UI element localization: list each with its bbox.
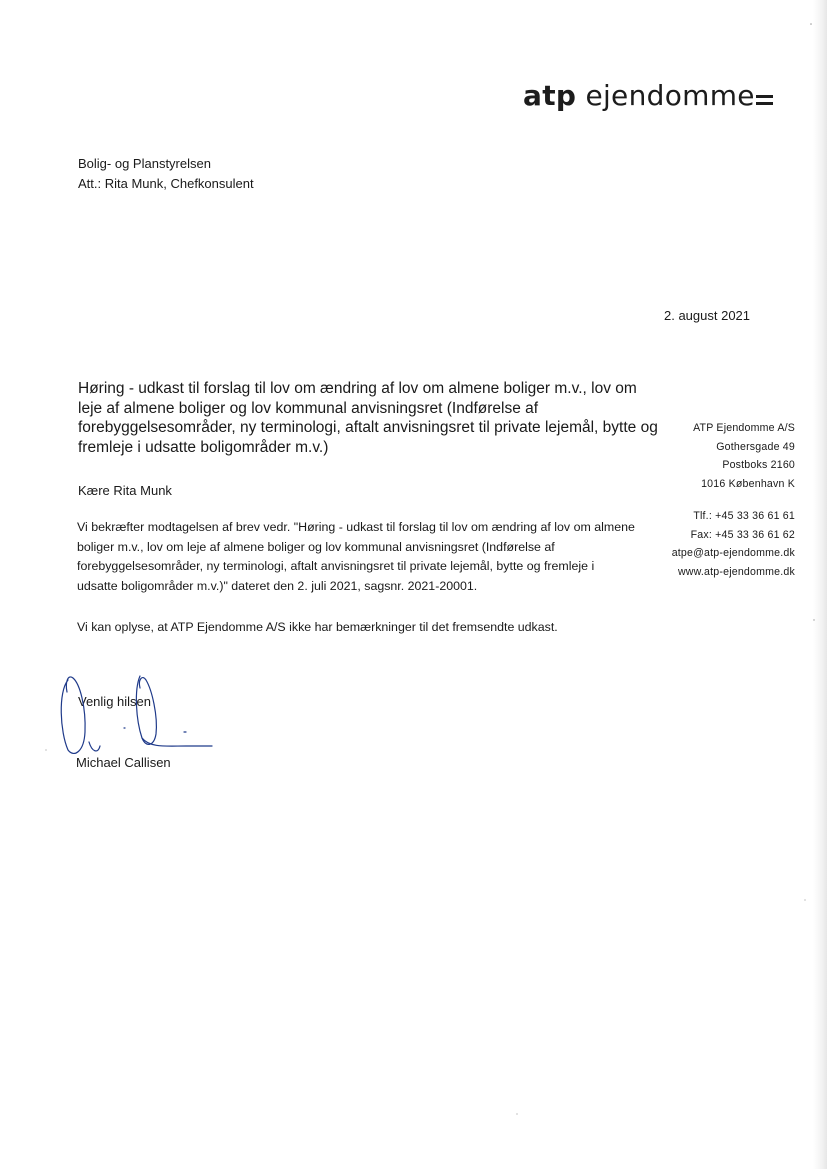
sender-fax: Fax: +45 33 36 61 62 [690,528,795,541]
body-paragraph-1: Vi bekræfter modtagelsen af brev vedr. "Høring - udkast til forslag til lov om ændring af lov om almene boliger m.v., lov om leje af almene boliger og lov kommunal anvisningsret (Indførelse af forebyggelsesområder, ny terminologi, aftalt anvisningsret til private lejemål, bytte og fremleje i udsatte boligområder m.v.)" dateret den 2. juli 2021, sagsnr. 2021-20001. [77,520,635,593]
sender-web: www.atp-ejendomme.dk [677,565,795,578]
logo-equals-mark-icon [756,92,773,106]
company-logo [523,79,773,112]
sender-contact-block [672,419,795,581]
sender-company: ATP Ejendomme A/S [693,422,795,434]
letter-subject: Høring - udkast til forslag til lov om ændring af lov om almene boliger m.v., lov om leje af almene boliger og lov kommunal anvisningsret (Indførelse af forebyggelsesområder, ny terminologi, aftalt anvisningsret til private lejemål, bytte og fremleje i udsatte boligområder m.v.) [78,380,658,456]
recipient-line-2: Att.: Rita Munk, Chefkonsulent [78,176,254,191]
sender-email: atpe@atp-ejendomme.dk [671,547,795,559]
recipient-line-1: Bolig- og Planstyrelsen [78,156,211,171]
logo-text-bold: atp [523,79,577,112]
sender-phone: Tlf.: +45 33 36 61 61 [693,510,795,522]
sender-spacer [672,493,795,507]
recipient-address [78,154,254,194]
closing: Venlig hilsen [78,694,151,709]
sender-pobox: Postboks 2160 [722,459,795,471]
letter-date: 2. august 2021 [664,308,751,323]
sender-street: Gothersgade 49 [716,440,795,453]
salutation: Kære Rita Munk [78,483,172,498]
handwritten-signature [54,672,224,762]
signer-name: Michael Callisen [76,755,171,770]
scan-edge-shadow [813,0,827,1169]
sender-city: 1016 København K [701,477,795,490]
logo-text-regular: ejendomme [585,79,755,112]
body-paragraph-2: Vi kan oplyse, at ATP Ejendomme A/S ikke har bemærkninger til det fremsendte udkast. [77,620,558,634]
